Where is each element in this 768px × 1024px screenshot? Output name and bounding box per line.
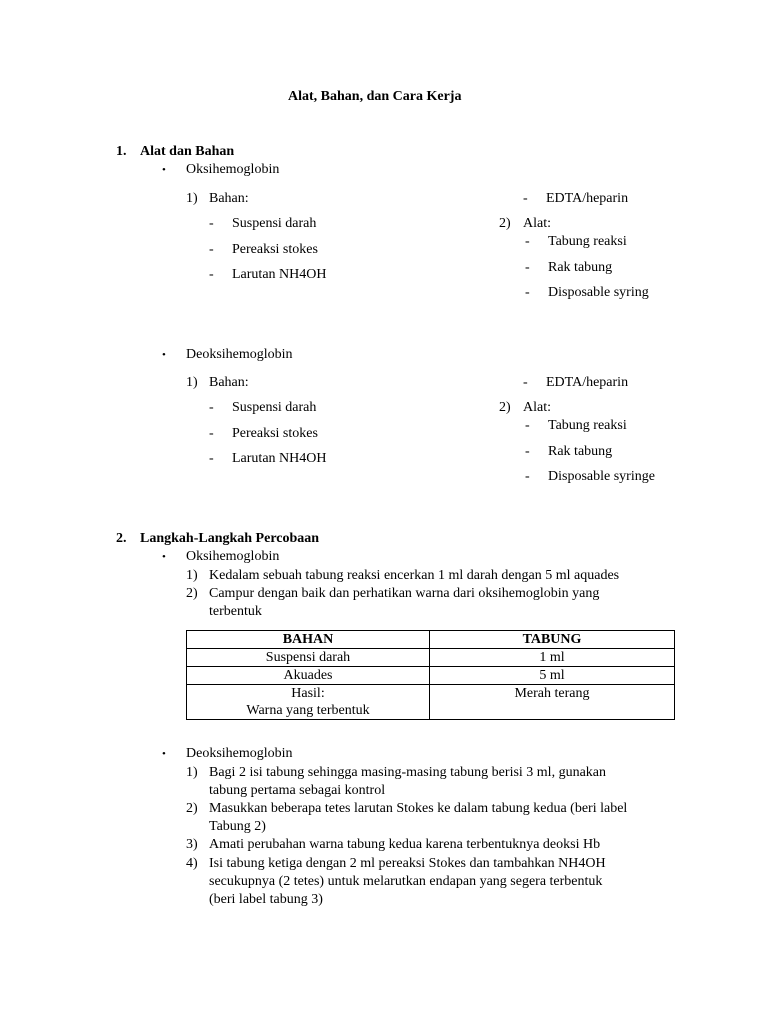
- step-text: Kedalam sebuah tabung reaksi encerkan 1 ml darah dengan 5 ml aquades: [209, 568, 620, 583]
- dash-icon: -: [209, 242, 214, 257]
- alat-item: Disposable syring: [548, 285, 649, 300]
- step-number: 1): [186, 568, 198, 583]
- table-cell-result-label: [187, 685, 430, 720]
- bahan-label: Bahan:: [209, 191, 249, 206]
- step-number: 2): [186, 801, 198, 816]
- step-number: 3): [186, 837, 198, 852]
- step-text: secukupnya (2 tetes) untuk melarutkan endapan yang segera terbentuk: [209, 874, 603, 889]
- oksi-subheading: Oksihemoglobin: [186, 549, 280, 564]
- step-text: Isi tabung ketiga dengan 2 ml pereaksi Stokes dan tambahkan NH4OH: [209, 856, 606, 871]
- dash-icon: -: [523, 191, 528, 206]
- table-header-row: [187, 631, 675, 649]
- table-cell: Suspensi darah: [187, 649, 430, 667]
- bahan-item: Pereaksi stokes: [232, 242, 318, 257]
- table-row: [187, 667, 675, 685]
- alat-item: Rak tabung: [548, 444, 613, 459]
- bahan-item: Larutan NH4OH: [232, 267, 327, 282]
- dash-icon: -: [209, 426, 214, 441]
- table-row: [187, 649, 675, 667]
- dash-icon: -: [209, 451, 214, 466]
- dash-icon: -: [209, 400, 214, 415]
- step-number: 2): [186, 586, 198, 601]
- table-header-tabung: TABUNG: [430, 631, 675, 649]
- bullet-icon: •: [162, 551, 166, 563]
- alat-item: Tabung reaksi: [548, 418, 627, 433]
- step-text: Tabung 2): [209, 819, 266, 834]
- dash-icon: -: [209, 216, 214, 231]
- dash-icon: -: [523, 375, 528, 390]
- alat-number: 2): [499, 216, 511, 231]
- step-number: 1): [186, 765, 198, 780]
- alat-label: Alat:: [523, 400, 551, 415]
- bahan-label: Bahan:: [209, 375, 249, 390]
- bullet-icon: •: [162, 164, 166, 176]
- table-header-bahan: BAHAN: [187, 631, 430, 649]
- dash-icon: -: [525, 234, 530, 249]
- group-deoksihemoglobin-name: Deoksihemoglobin: [186, 347, 293, 362]
- section-1-heading: Alat dan Bahan: [140, 144, 235, 159]
- step-number: 4): [186, 856, 198, 871]
- step-text: tabung pertama sebagai kontrol: [209, 783, 386, 798]
- group-oksihemoglobin-name: Oksihemoglobin: [186, 162, 280, 177]
- step-text: Campur dengan baik dan perhatikan warna dari oksihemoglobin yang: [209, 586, 600, 601]
- dash-icon: -: [209, 267, 214, 282]
- oksi-result-table: [186, 630, 675, 720]
- section-1-number: 1.: [116, 144, 127, 159]
- section-2-heading: Langkah-Langkah Percobaan: [140, 531, 320, 546]
- bullet-icon: •: [162, 748, 166, 760]
- step-text: Bagi 2 isi tabung sehingga masing-masing tabung berisi 3 ml, gunakan: [209, 765, 606, 780]
- bahan-number: 1): [186, 191, 198, 206]
- bahan-item: EDTA/heparin: [546, 191, 629, 206]
- table-cell-result-value: Merah terang: [430, 685, 675, 720]
- section-2-number: 2.: [116, 531, 127, 546]
- result-label-line-1: Hasil:: [291, 686, 325, 701]
- table-cell: Akuades: [187, 667, 430, 685]
- step-text: Amati perubahan warna tabung kedua karena terbentuknya deoksi Hb: [209, 837, 601, 852]
- bahan-item: Pereaksi stokes: [232, 426, 318, 441]
- alat-number: 2): [499, 400, 511, 415]
- dash-icon: -: [525, 418, 530, 433]
- page-title: Alat, Bahan, dan Cara Kerja: [288, 89, 462, 104]
- bahan-number: 1): [186, 375, 198, 390]
- result-label-line-2: Warna yang terbentuk: [246, 703, 370, 718]
- bahan-item: Larutan NH4OH: [232, 451, 327, 466]
- table-cell: 1 ml: [430, 649, 675, 667]
- alat-item: Tabung reaksi: [548, 234, 627, 249]
- bahan-item: Suspensi darah: [232, 400, 317, 415]
- alat-item: Disposable syringe: [548, 469, 655, 484]
- bahan-item: Suspensi darah: [232, 216, 317, 231]
- bahan-item: EDTA/heparin: [546, 375, 629, 390]
- step-text: terbentuk: [209, 604, 262, 619]
- step-text: Masukkan beberapa tetes larutan Stokes ke dalam tabung kedua (beri label: [209, 801, 628, 816]
- dash-icon: -: [525, 469, 530, 484]
- step-text: (beri label tabung 3): [209, 892, 323, 907]
- dash-icon: -: [525, 285, 530, 300]
- dash-icon: -: [525, 260, 530, 275]
- alat-label: Alat:: [523, 216, 551, 231]
- table-row: [187, 685, 675, 720]
- dash-icon: -: [525, 444, 530, 459]
- deoksi-subheading: Deoksihemoglobin: [186, 746, 293, 761]
- alat-item: Rak tabung: [548, 260, 613, 275]
- bullet-icon: •: [162, 349, 166, 361]
- table-cell: 5 ml: [430, 667, 675, 685]
